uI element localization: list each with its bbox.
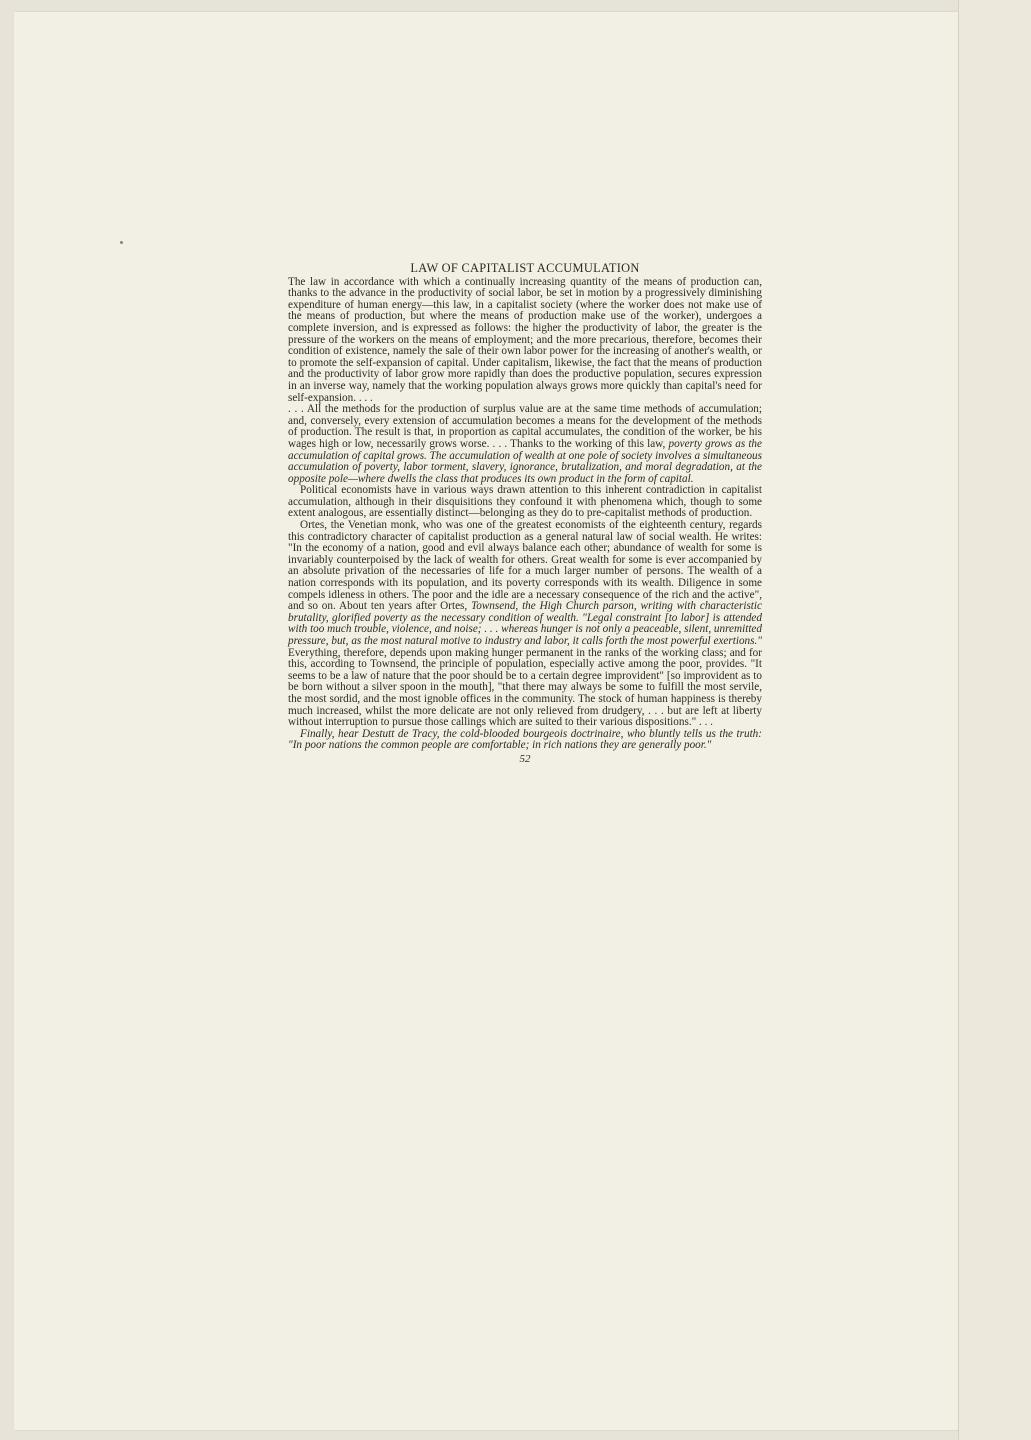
paragraph-4-italic: Townsend, the High Church parson, writing with characteristic brutality, glorified poverty as the necessary condition of wealth. "Legal constraint [to labor] is attended with too much trouble, violence, and noise; . . . whereas hunger is not only a peaceable, silent, unremitted pressure, but, as the most natural motive to industry and labor, it calls forth the most powerful exertions." [288,600,762,647]
adjacent-sheet-edge [958,0,1031,1440]
paragraph-5 [288,729,762,752]
paragraph-4-text: Ortes, the Venetian monk, who was one of the greatest economists of the eighteenth century, regards this contradictory character of capitalist production as a general natural law of social wealth. He writes: "In the economy of a nation, good and evil always balance each other; abundance of wealth for some is invariably counterpoised by the lack of wealth for others. Great wealth for some is ever accompanied by an absolute privation of the necessaries of life for a much larger number of persons. The wealth of a nation corresponds with its population, and its poverty corresponds with its wealth. Diligence in some compels idleness in others. The poor and the idle are a necessary consequence of the rich and the active", and so on. About ten years after Ortes, [288,519,762,613]
paragraph-5-italic: Finally, hear Destutt de Tracy, the cold-blooded bourgeois doctrinaire, who bluntly tells us the truth: "In poor nations the common people are comfortable; in rich nations they are generally poor." [288,727,762,752]
paragraph-2-text: . . . All the methods for the production of surplus value are at the same time methods of accumulation; and, conversely, every extension of accumulation becomes a means for the development of the methods of production. The result is that, in proportion as capital accumulates, the condition of the worker, be his wages high or low, necessarily grows worse. . . . Thanks to the working of this law, [288,403,762,450]
paragraph-2-italic: poverty grows as the accumulation of capital grows. The accumulation of wealth at one pole of society involves a simultaneous accumulation of poverty, labor torment, slavery, ignorance, brutalization, and moral degradation, at the opposite pole—where dwells the class that produces its own product in the form of capital. [288,437,762,485]
paper-speck [120,241,123,244]
paragraph-4-text-end: Everything, therefore, depends upon making hunger permanent in the ranks of the working class; and for this, according to Townsend, the principle of population, especially active among the poor, provides. "It seems to be a law of nature that the poor should be to a certain degree improvident" [so improvident as to be born without a silver spoon in the mouth], "that there may always be some to fulfill the most servile, the most sordid, and the most ignoble offices in the community. The stock of human happiness is thereby much increased, whilst the more delicate are not only relieved from drudgery, . . . but are left at liberty without interruption to pursue those callings which are suited to their various dispositions." . . . [288,646,762,729]
page-title: LAW OF CAPITALIST ACCUMULATION [410,261,640,275]
paragraph-1: The law in accordance with which a continually increasing quantity of the means of production can, thanks to the advance in the productivity of social labor, be set in motion by a progressively diminishing expenditure of human energy—this law, in a capitalist society (where the worker does not make use of the means of production, but where the means of production make use of the worker), undergoes a complete inversion, and is expressed as follows: the higher the productivity of labor, the greater is the pressure of the workers on the means of employment; and the more precarious, therefore, becomes their condition of existence, namely the sale of their own labor power for the increasing of another's wealth, or to promote the self-expansion of capital. Under capitalism, likewise, the fact that the means of production and the productivity of labor grow more rapidly than does the productive population, secures expression in an inverse way, namely that the working population always grows more quickly than capital's need for self-expansion. . . . [288,275,762,404]
paragraph-4 [288,520,762,729]
page-number: 52 [519,752,531,765]
paragraph-3: Political economists have in various ways drawn attention to this inherent contradiction in capitalist accumulation, although in their disquisitions they confound it with phenomena which, though to some extent analogous, are essentially distinct—belonging as they do to pre-capitalist methods of production. [288,484,762,520]
text-block [288,263,762,766]
paragraph-2 [288,404,762,485]
